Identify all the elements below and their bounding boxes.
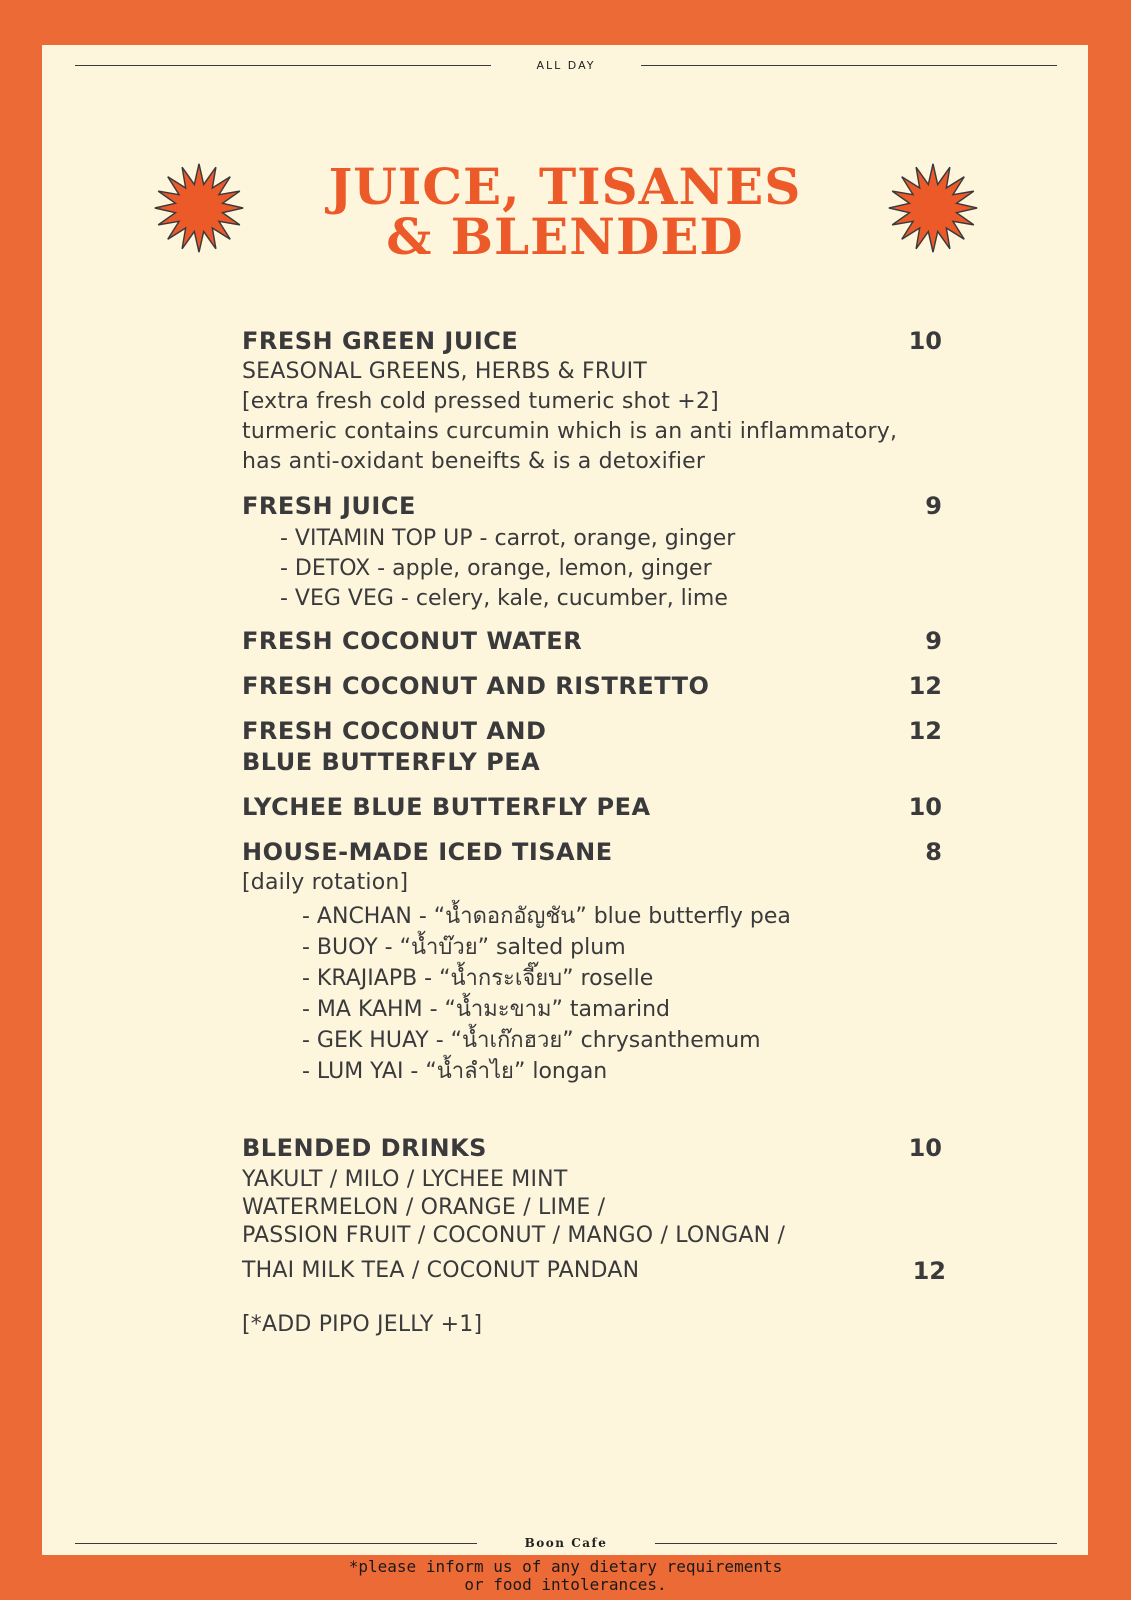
item-price: 10	[908, 793, 942, 821]
item-name: BLUE BUTTERFLY PEA	[242, 748, 541, 776]
dietary-footnote	[0, 1558, 1131, 1594]
item-price: 12	[912, 1257, 946, 1285]
item-last-row	[242, 1256, 946, 1286]
footnote-line-2: or food intolerances.	[464, 1575, 667, 1594]
item-price: 9	[925, 627, 942, 655]
menu-item-coconut-water	[242, 626, 942, 657]
item-sub: - BUOY - “น้ำบ๊วย” salted plum	[302, 935, 626, 960]
item-name: LYCHEE BLUE BUTTERFLY PEA	[242, 793, 651, 821]
title-line-2: & BLENDED	[386, 207, 744, 266]
rule-line	[75, 65, 491, 66]
item-addon: [*ADD PIPO JELLY +1]	[242, 1312, 483, 1337]
item-sub: - LUM YAI - “น้ำลำไย” longan	[302, 1059, 608, 1084]
item-price: 8	[925, 838, 942, 866]
item-sub: - VITAMIN TOP UP - carrot, orange, ginger	[280, 526, 736, 551]
item-desc: SEASONAL GREENS, HERBS & FRUIT	[242, 359, 648, 384]
item-desc: WATERMELON / ORANGE / LIME /	[242, 1195, 606, 1220]
item-price: 12	[908, 672, 942, 700]
item-name: FRESH COCONUT AND RISTRETTO	[242, 672, 710, 700]
item-sub: - KRAJIAPB - “น้ำกระเจี๊ยบ” roselle	[302, 966, 654, 991]
item-price: 10	[908, 1134, 942, 1162]
item-desc: THAI MILK TEA / COCONUT PANDAN	[242, 1258, 640, 1283]
item-desc: turmeric contains curcumin which is an anti inflammatory,	[242, 419, 898, 444]
header-label: ALL DAY	[536, 59, 596, 72]
item-sub: - VEG VEG - celery, kale, cucumber, lime	[280, 586, 728, 611]
item-sub: - GEK HUAY - “น้ำเก๊กฮวย” chrysanthemum	[302, 1028, 761, 1053]
footer-brand: Boon Cafe	[524, 1536, 608, 1550]
item-name: HOUSE-MADE ICED TISANE	[242, 838, 613, 866]
item-desc: YAKULT / MILO / LYCHEE MINT	[242, 1167, 568, 1192]
footnote-line-1: *please inform us of any dietary requirements	[348, 1557, 783, 1576]
item-name: FRESH COCONUT AND	[242, 717, 547, 745]
rule-line	[75, 1543, 477, 1544]
rule-line	[641, 65, 1057, 66]
item-desc: [extra fresh cold pressed tumeric shot +2]	[242, 389, 719, 414]
menu-item-iced-tisane	[242, 837, 942, 1087]
header-rule	[75, 59, 1057, 72]
menu-item-lychee-butterfly-pea	[242, 792, 942, 823]
menu-item-coconut-ristretto	[242, 671, 942, 702]
item-price: 10	[908, 327, 942, 355]
item-desc: PASSION FRUIT / COCONUT / MANGO / LONGAN /	[242, 1223, 786, 1248]
menu-list	[242, 326, 946, 1340]
item-price: 12	[908, 717, 942, 745]
item-name: BLENDED DRINKS	[242, 1134, 487, 1162]
menu-item-coconut-butterfly-pea	[242, 716, 942, 778]
item-name: FRESH COCONUT WATER	[242, 627, 583, 655]
sun-icon	[885, 160, 981, 256]
item-sub: - ANCHAN - “น้ำดอกอัญชัน” blue butterfly pea	[302, 904, 791, 929]
item-name: FRESH GREEN JUICE	[242, 327, 519, 355]
rule-line	[655, 1543, 1057, 1544]
item-sub: - DETOX - apple, orange, lemon, ginger	[280, 556, 712, 581]
item-name: FRESH JUICE	[242, 492, 416, 520]
page-title	[300, 157, 830, 266]
footer-rule	[75, 1536, 1057, 1550]
menu-item-fresh-juice	[242, 491, 942, 614]
menu-item-fresh-green-juice	[242, 326, 942, 477]
title-line-1: JUICE, TISANES	[328, 157, 802, 216]
item-note: [daily rotation]	[242, 870, 409, 895]
menu-item-blended-drinks	[242, 1133, 946, 1340]
sun-icon	[151, 160, 247, 256]
item-desc: has anti-oxidant beneifts & is a detoxifier	[242, 449, 706, 474]
item-price: 9	[925, 492, 942, 520]
item-sub: - MA KAHM - “น้ำมะขาม” tamarind	[302, 997, 670, 1022]
